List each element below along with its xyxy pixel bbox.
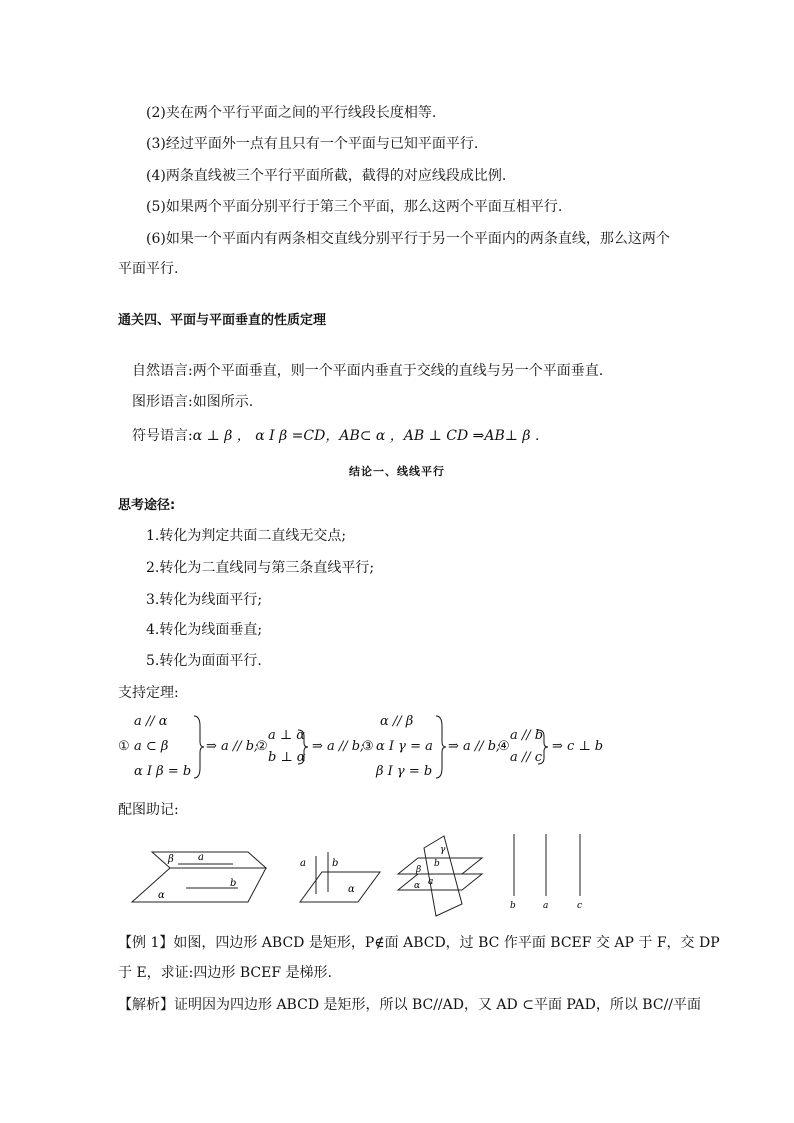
list-item-2: (2)夹在两个平行平面之间的平行线段长度相等.: [146, 105, 437, 121]
fig4-b: b: [510, 901, 516, 911]
fig2-alpha: α: [348, 884, 355, 895]
list-item-3: (3)经过平面外一点有且只有一个平面与已知平面平行.: [146, 136, 479, 152]
figure-row: [118, 828, 678, 928]
theorem-1-result: ⇒ a // b;: [206, 739, 259, 754]
theorem-2-premise-a: a ⊥ α: [268, 728, 306, 743]
fig4-a: a: [543, 901, 549, 911]
thinking-heading: 思考途径:: [118, 498, 176, 513]
theorem-3-premise-c: β I γ = b: [376, 764, 433, 779]
fig1-b: b: [230, 878, 237, 889]
theorem-4-premise-a: a // b: [510, 728, 544, 743]
conclusion-title: 结论一、线线平行: [349, 465, 445, 478]
thinking-item-5: 5.转化为面面平行.: [146, 653, 262, 669]
theorem-2-number: ②: [256, 739, 268, 754]
natural-language: 自然语言:两个平面垂直，则一个平面内垂直于交线的直线与另一个平面垂直.: [132, 363, 604, 379]
thinking-item-2: 2.转化为二直线同与第三条直线平行;: [146, 560, 375, 576]
theorem-1-premise-c: α I β = b: [134, 764, 192, 779]
theorem-4-result: ⇒ c ⊥ b: [552, 739, 604, 754]
thinking-item-1: 1.转化为判定共面二直线无交点;: [146, 528, 347, 544]
symbol-expression: α ⊥ β ， α I β =CD，AB⊂ α ，AB ⊥ CD ⇒AB⊥ β .: [192, 428, 540, 444]
theorem-1-premise-a: a // α: [134, 714, 168, 729]
fig2-b: b: [332, 858, 339, 869]
example-analysis: 【解析】证明因为四边形 ABCD 是矩形，所以 BC//AD，又 AD ⊂平面 PAD，所以 BC//平面: [118, 997, 702, 1013]
fig3-beta: β: [416, 865, 422, 875]
theorem-2-premise-b: b ⊥ α: [268, 750, 306, 765]
list-item-5: (5)如果两个平面分别平行于第三个平面，那么这两个平面互相平行.: [146, 199, 563, 215]
thinking-item-4: 4.转化为线面垂直;: [146, 622, 263, 638]
section-heading: 通关四、平面与平面垂直的性质定理: [118, 313, 327, 328]
example-line-1: 【例 1】如图，四边形 ABCD 是矩形，P∉面 ABCD，过 BC 作平面 BCEF 交 AP 于 F，交 DP: [118, 935, 720, 951]
fig1-a: a: [198, 852, 204, 863]
theorem-3-premise-b: α I γ = a: [376, 739, 433, 754]
symbol-language: [132, 426, 539, 446]
figure-4: [514, 834, 580, 896]
theorem-1-number: ①: [118, 739, 130, 754]
theorem-3-premise-a: α // β: [380, 714, 414, 729]
example-line-2: 于 E，求证:四边形 BCEF 是梯形.: [118, 965, 332, 981]
theorem-4-premise-b: a // c: [510, 750, 543, 765]
fig3-a: a: [428, 877, 434, 887]
figures-svg: [118, 828, 678, 928]
support-label: 支持定理:: [118, 685, 179, 701]
symbol-label: 符号语言:: [132, 428, 193, 444]
fig2-a: a: [300, 858, 306, 869]
fig3-b: b: [434, 859, 440, 869]
fig3-gamma: γ: [440, 845, 446, 855]
theorem-3-result: ⇒ a // b;: [448, 739, 501, 754]
figure-label: 配图助记:: [118, 802, 179, 818]
list-item-6: (6)如果一个平面内有两条相交直线分别平行于另一个平面内的两条直线，那么这两个: [146, 231, 670, 247]
theorem-1-premise-b: a ⊂ β: [134, 739, 169, 754]
fig3-alpha: α: [414, 881, 421, 891]
list-item-6-cont: 平面平行.: [118, 261, 179, 277]
graphic-language: 图形语言:如图所示.: [132, 394, 254, 410]
fig1-alpha: α: [158, 890, 165, 901]
theorem-2-result: ⇒ a // b;: [312, 739, 365, 754]
list-item-4: (4)两条直线被三个平行平面所截，截得的对应线段成比例.: [146, 168, 507, 184]
thinking-item-3: 3.转化为线面平行;: [146, 592, 263, 608]
support-theorems: [118, 712, 678, 782]
theorem-4-number: ④: [498, 739, 510, 754]
figure-2: [300, 852, 380, 902]
fig1-beta: β: [168, 854, 174, 865]
fig4-c: c: [577, 901, 583, 911]
theorem-3-number: ③: [362, 739, 374, 754]
